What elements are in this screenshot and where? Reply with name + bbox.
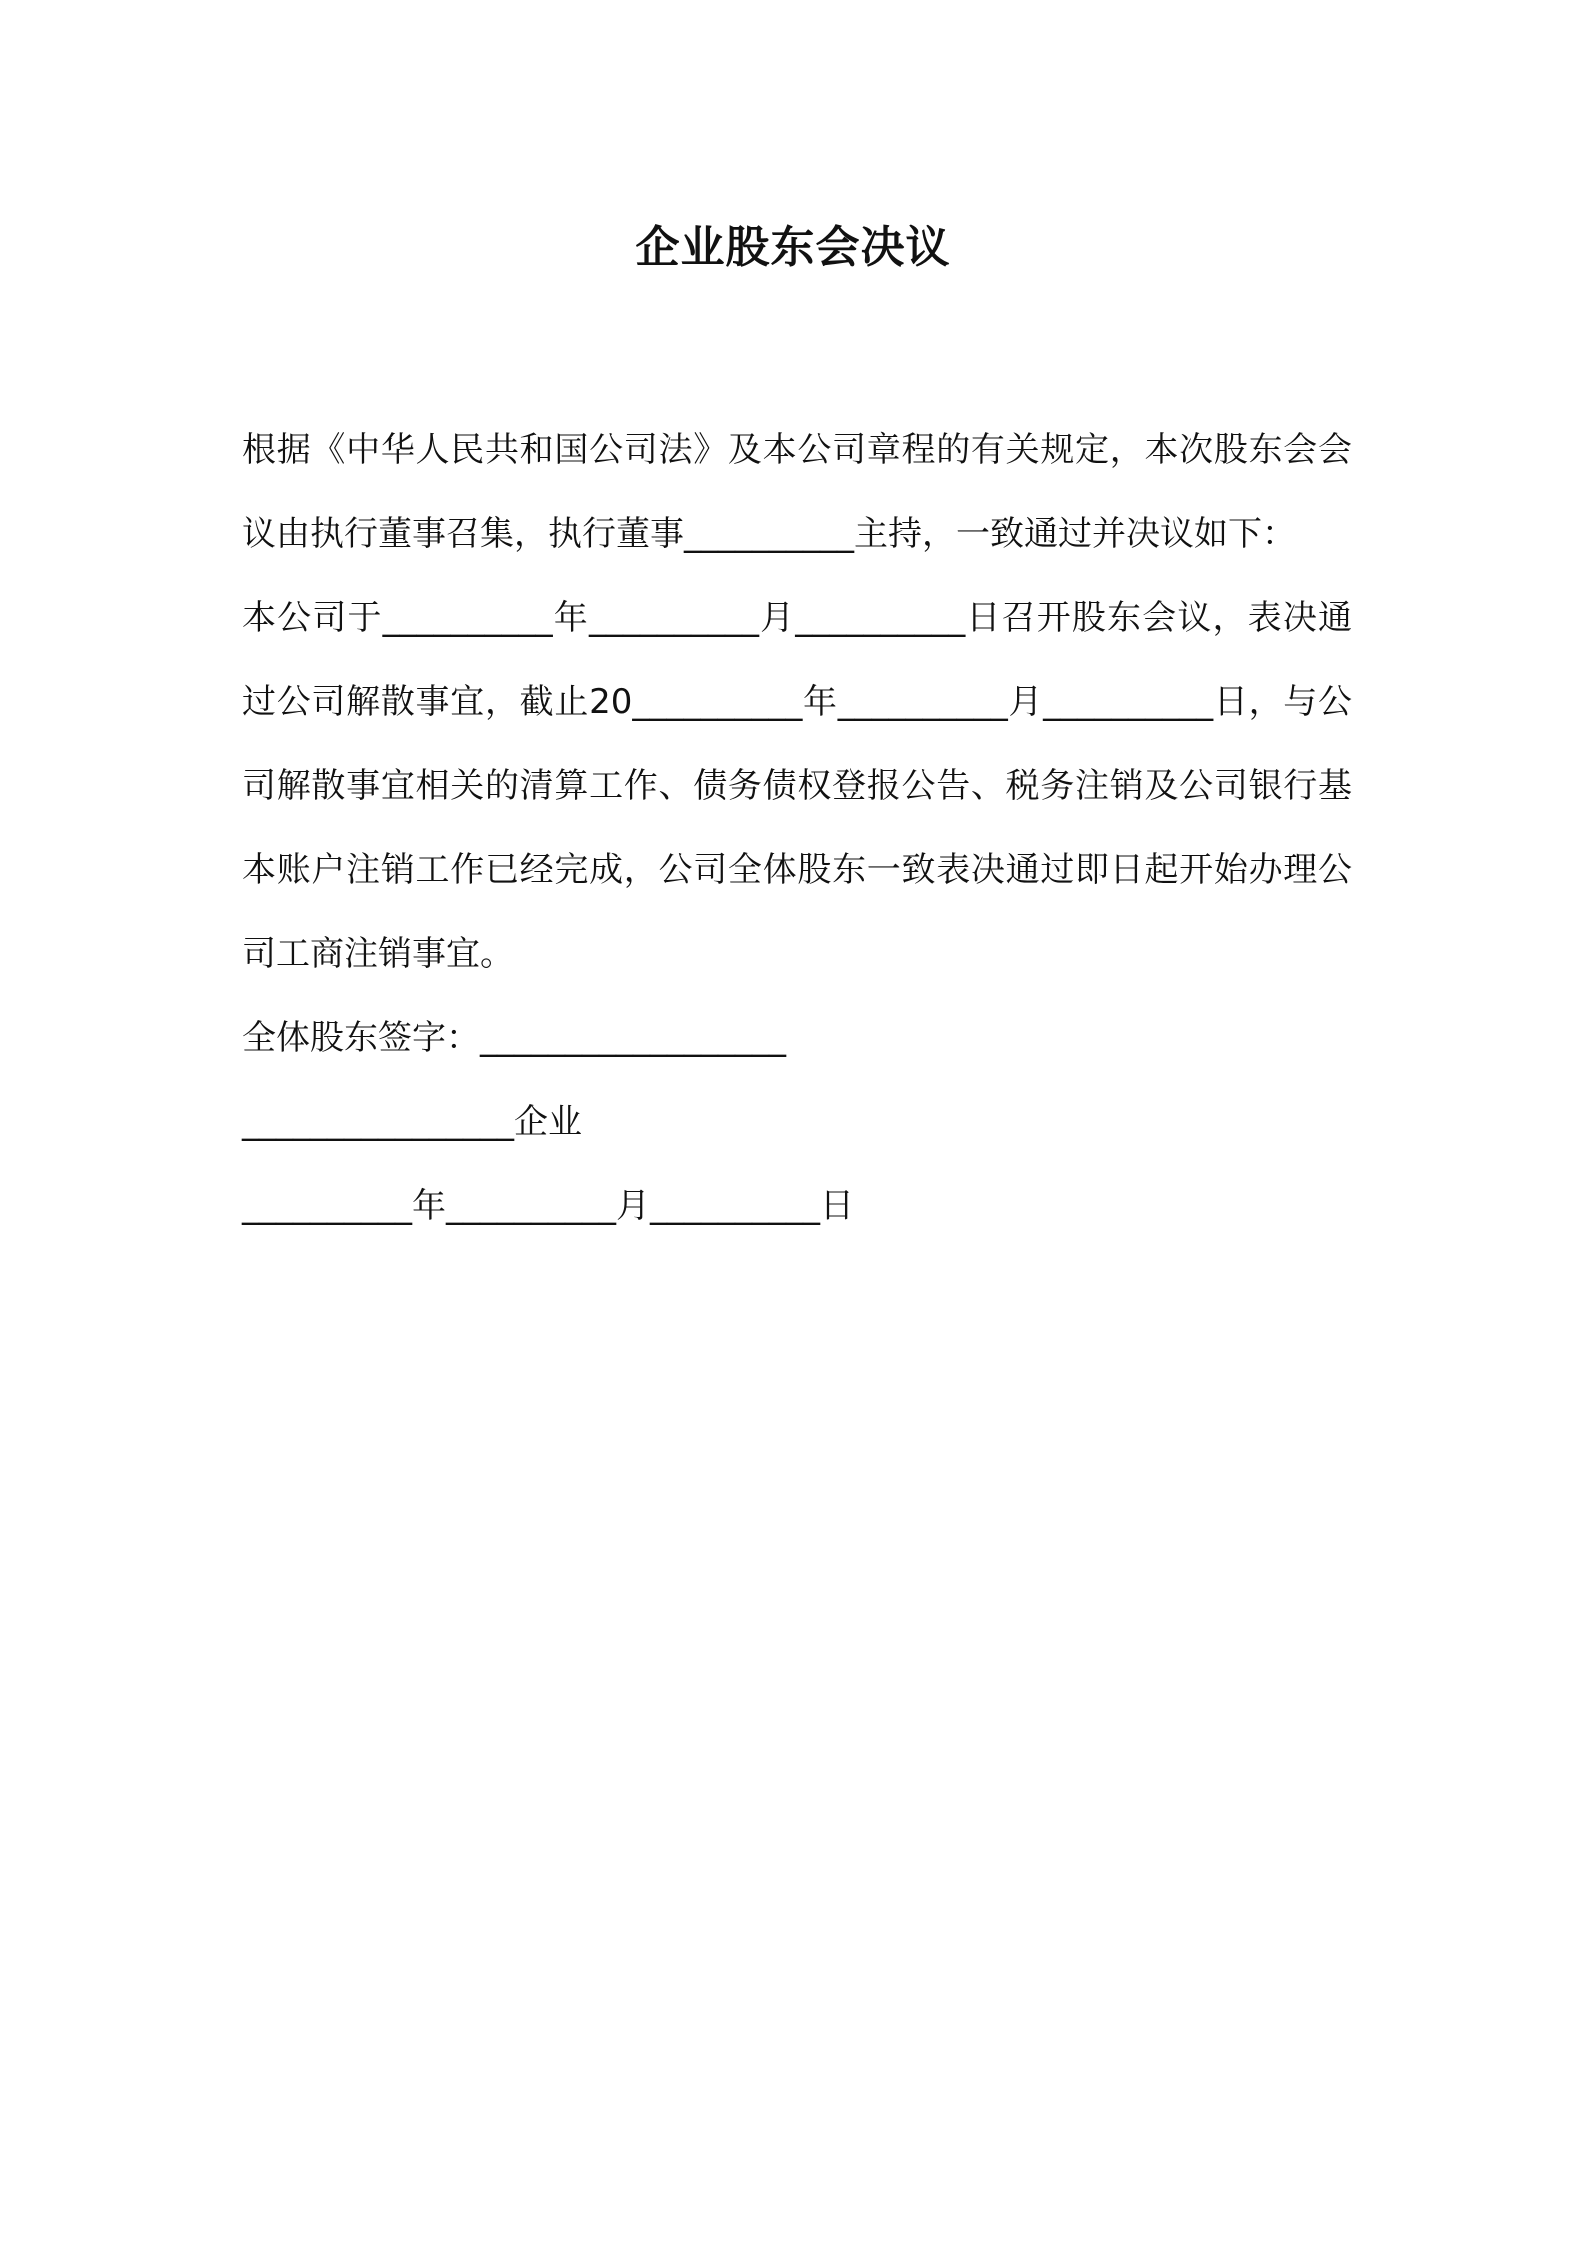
company-name-line: ________________企业 (242, 1102, 582, 1142)
date-line: __________年__________月__________日 (242, 1186, 854, 1226)
document-body (242, 408, 1352, 1248)
document-title: 企业股东会决议 (635, 222, 951, 273)
resolution-paragraph: 本公司于__________年__________月__________日召开股东会议，表决通过公司解散事宜，截止20__________年__________月__________日，与公司解散事宜相关的清算工作、债务债权登报公告、税务注销及公司银行基本账户注销工作已经完成，公司全体股东一致表决通过即日起开始办理公司工商注销事宜。 (242, 598, 1352, 974)
intro-paragraph: 根据《中华人民共和国公司法》及本公司章程的有关规定，本次股东会会议由执行董事召集，执行董事__________主持，一致通过并决议如下： (242, 430, 1352, 554)
shareholder-signature-line: 全体股东签字：__________________ (242, 1018, 786, 1058)
